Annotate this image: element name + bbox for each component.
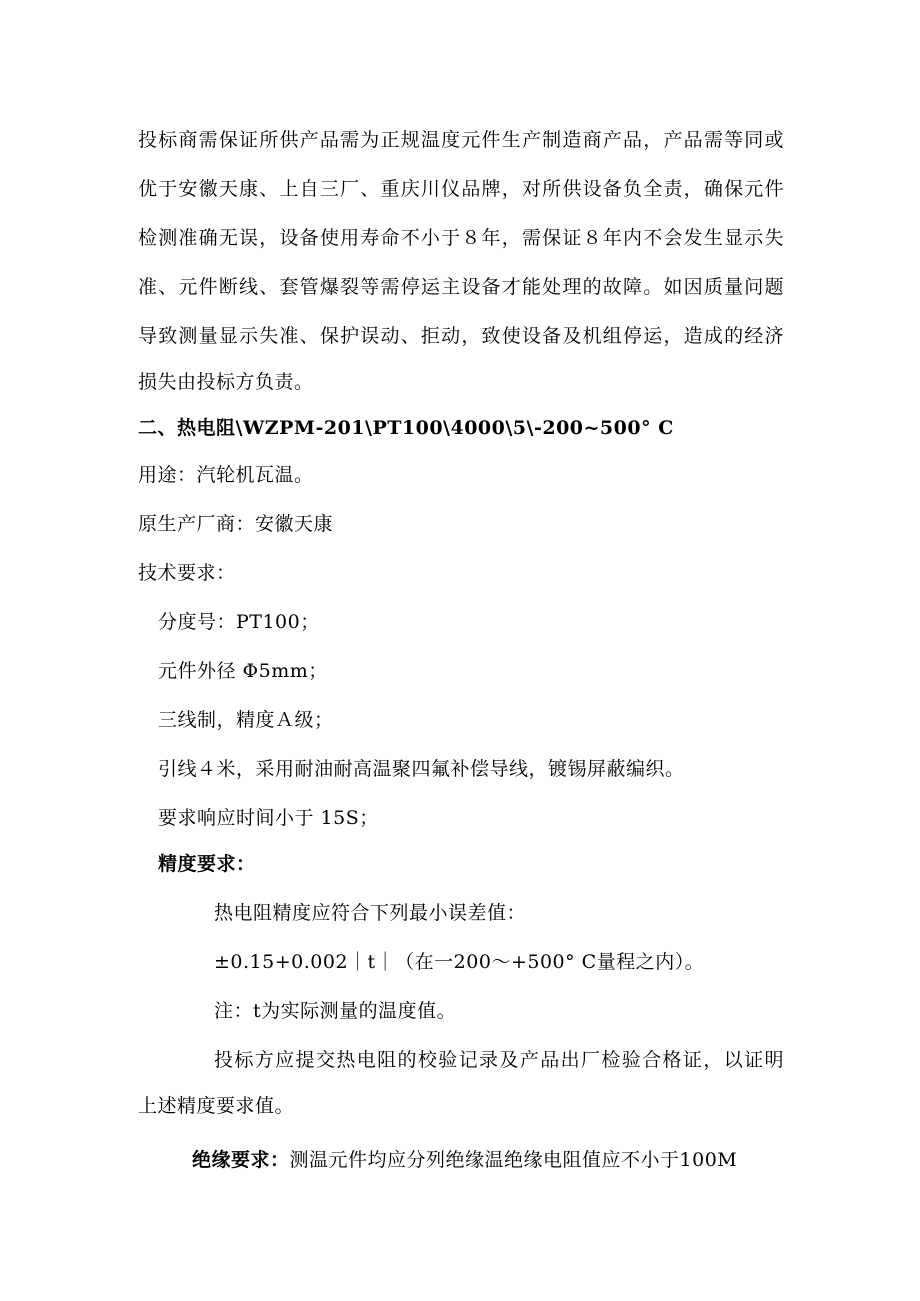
precision-line: 热电阻精度应符合下列最小误差值： <box>214 902 527 924</box>
tech-req-label: 技术要求： <box>138 562 236 584</box>
paragraph-line: 准、元件断线、套管爆裂等需停运主设备才能处理的故障。如因质量问题 <box>138 276 784 298</box>
precision-formula: ±0.15+0.002｜t｜（在一200～+500° C量程之内）。 <box>214 951 705 973</box>
manufacturer-line: 原生产厂商：安徽天康 <box>138 513 334 535</box>
insulation-label: 绝缘要求： <box>192 1149 290 1171</box>
certificate-line: 投标方应提交热电阻的校验记录及产品出厂检验合格证，以证明 <box>214 1049 784 1071</box>
paragraph-line: 优于安徽天康、上自三厂、重庆川仪品牌，对所供设备负全责，确保元件 <box>138 178 784 200</box>
tech-item: 引线４米，采用耐油耐高温聚四氟补偿导线，镀锡屏蔽编织。 <box>158 758 685 780</box>
paragraph-line: 检测准确无误，设备使用寿命不小于８年，需保证８年内不会发生显示失 <box>138 227 784 249</box>
tech-item: 分度号：PT100； <box>158 611 320 633</box>
tech-item: 要求响应时间小于 15S； <box>158 807 379 829</box>
precision-note: 注：t为实际测量的温度值。 <box>214 1000 457 1022</box>
insulation-line <box>192 1148 737 1172</box>
paragraph-line: 导致测量显示失准、保护误动、拒动，致使设备及机组停运，造成的经济 <box>138 325 784 347</box>
tech-item: 三线制，精度Ａ级； <box>158 709 334 731</box>
insulation-text: 测温元件均应分列绝缘温绝缘电阻值应不小于100M <box>289 1149 738 1171</box>
certificate-line: 上述精度要求值。 <box>138 1095 295 1117</box>
section-heading: 二、热电阻\WZPM-201\PT100\4000\5\-200~500° C <box>138 417 674 439</box>
usage-line: 用途：汽轮机瓦温。 <box>138 464 314 486</box>
paragraph-line: 投标商需保证所供产品需为正规温度元件生产制造商产品，产品需等同或 <box>138 129 784 151</box>
precision-label: 精度要求： <box>158 853 256 875</box>
paragraph-line: 损失由投标方负责。 <box>138 371 314 393</box>
tech-item: 元件外径 Φ5mm； <box>158 660 328 682</box>
